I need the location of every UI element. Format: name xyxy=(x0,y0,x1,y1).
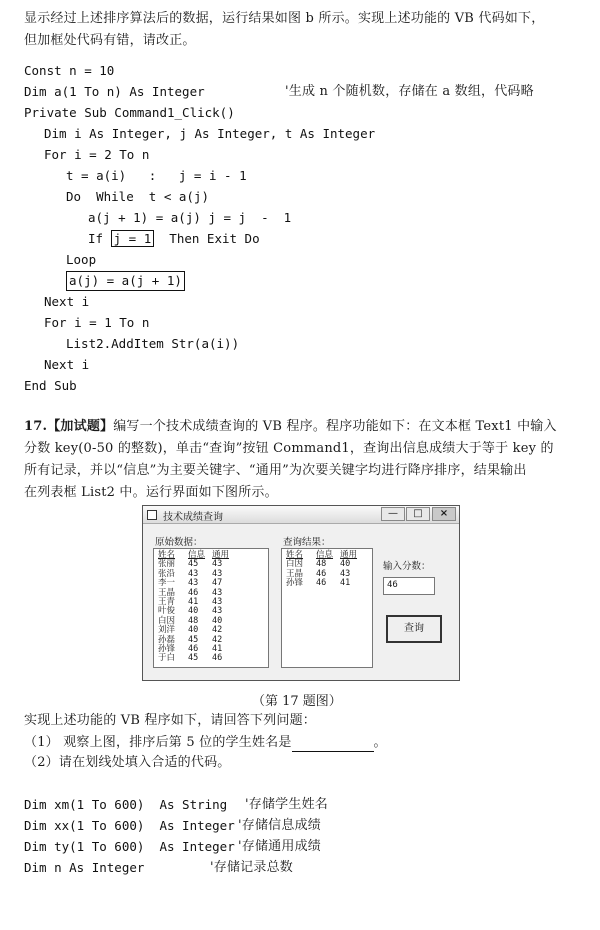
info-score-cell: 信息 xyxy=(316,550,334,560)
code-dim-xx: Dim xx(1 To 600) As Integer xyxy=(24,818,235,833)
general-score-cell: 43 xyxy=(212,606,223,617)
label-raw-data: 原始数据： xyxy=(155,537,203,548)
code-dim-n: Dim n As Integer xyxy=(24,860,145,875)
code-dim-vars: Dim i As Integer, j As Integer, t As Integer xyxy=(44,126,376,141)
q17-line-1 xyxy=(24,418,557,436)
minimize-button[interactable]: — xyxy=(381,507,405,521)
name-cell: 刘洋 xyxy=(158,625,176,636)
code-comment-random: '生成 n 个随机数，存储在 a 数组，代码略 xyxy=(285,84,534,99)
name-cell: 张沿 xyxy=(158,568,176,579)
info-score-cell: 46 xyxy=(316,568,327,579)
info-score-cell: 45 xyxy=(188,653,199,664)
info-score-cell: 43 xyxy=(188,578,199,589)
code-next-i-2: Next i xyxy=(44,357,90,372)
general-score-cell: 通用 xyxy=(212,550,230,560)
label-query-result: 查询结果： xyxy=(283,537,331,548)
info-score-cell: 48 xyxy=(316,559,327,570)
code-dim-xm: Dim xm(1 To 600) As String xyxy=(24,797,228,812)
general-score-cell: 41 xyxy=(212,644,223,655)
general-score-cell: 通用 xyxy=(340,550,358,560)
code-next-i: Next i xyxy=(44,294,90,309)
code-for-i: For i = 2 To n xyxy=(44,147,150,162)
questions-intro: 实现上述功能的 VB 程序如下，请回答下列问题： xyxy=(24,713,317,728)
name-cell: 孙锋 xyxy=(158,644,176,655)
label-input-score: 输入分数： xyxy=(383,561,431,572)
code-boxed-error-1: j = 1 xyxy=(111,230,155,247)
general-score-cell: 43 xyxy=(212,568,223,579)
info-score-cell: 40 xyxy=(188,606,199,617)
list2-result[interactable] xyxy=(281,548,373,668)
general-score-cell: 41 xyxy=(340,578,351,589)
info-score-cell: 45 xyxy=(188,559,199,570)
q17-text-1: 编写一个技术成绩查询的 VB 程序。程序功能如下：在文本框 Text1 中输入 xyxy=(113,419,557,434)
general-score-cell: 43 xyxy=(212,587,223,598)
q17-line-3: 所有记录，并以“信息”为主要关键字、“通用”为次要关键字均进行降序排序，结果输出 xyxy=(24,463,527,478)
name-cell: 白因 xyxy=(286,559,304,570)
q17-line-4: 在列表框 List2 中。运行界面如下图所示。 xyxy=(24,485,278,500)
comment-xx: '存储信息成绩 xyxy=(238,818,321,833)
info-score-cell: 46 xyxy=(316,578,327,589)
window-titlebar xyxy=(143,506,459,524)
name-cell: 白因 xyxy=(158,615,176,626)
code-additem: List2.AddItem Str(a(i)) xyxy=(66,336,240,351)
general-score-cell: 40 xyxy=(340,559,351,570)
general-score-cell: 43 xyxy=(340,568,351,579)
code-dim-ty: Dim ty(1 To 600) As Integer xyxy=(24,839,235,854)
general-score-cell: 42 xyxy=(212,634,223,645)
code-const: Const n = 10 xyxy=(24,63,115,78)
code-shift: a(j + 1) = a(j) j = j - 1 xyxy=(88,210,292,225)
code-end-sub: End Sub xyxy=(24,378,77,393)
command1-query-button[interactable]: 查询 xyxy=(386,615,442,643)
code-exit-do: Then Exit Do xyxy=(169,231,260,246)
list-item[interactable] xyxy=(158,654,264,663)
comment-ty: '存储通用成绩 xyxy=(238,839,321,854)
name-cell: 王晶 xyxy=(286,568,304,579)
general-score-cell: 43 xyxy=(212,559,223,570)
code-for-output: For i = 1 To n xyxy=(44,315,150,330)
info-score-cell: 46 xyxy=(188,587,199,598)
answer-blank-1[interactable] xyxy=(292,738,374,752)
list-item[interactable] xyxy=(286,579,368,588)
comment-n: '存储记录总数 xyxy=(210,860,293,875)
code-assign-t: t = a(i) : j = i - 1 xyxy=(66,168,247,183)
question-1-end: 。 xyxy=(373,735,387,750)
intro-line-1: 显示经过上述排序算法后的数据，运行结果如图 b 所示。实现上述功能的 VB 代码如下， xyxy=(24,11,545,26)
maximize-button[interactable]: □ xyxy=(406,507,430,521)
code-sub-header: Private Sub Command1_Click() xyxy=(24,105,235,120)
question-1 xyxy=(24,734,387,752)
name-cell: 王青 xyxy=(158,597,176,608)
name-cell: 于白 xyxy=(158,653,176,664)
general-score-cell: 46 xyxy=(212,653,223,664)
general-score-cell: 43 xyxy=(212,597,223,608)
question-2: （2）请在划线处填入合适的代码。 xyxy=(24,755,231,770)
name-cell: 叶俊 xyxy=(158,606,176,617)
q17-line-2: 分数 key(0-50 的整数)，单击“查询”按钮 Command1，查询出信息成绩大于等于 key 的 xyxy=(24,441,554,456)
code-if-keyword: If xyxy=(88,231,104,246)
list1-raw-data[interactable] xyxy=(153,548,269,668)
info-score-cell: 40 xyxy=(188,625,199,636)
figure-caption: （第 17 题图） xyxy=(252,694,342,709)
code-dim-a: Dim a(1 To n) As Integer xyxy=(24,84,205,99)
info-score-cell: 41 xyxy=(188,597,199,608)
app-window xyxy=(142,505,460,681)
text1-score-input[interactable]: 46 xyxy=(383,577,435,595)
name-cell: 张丽 xyxy=(158,559,176,570)
name-cell: 姓名 xyxy=(286,550,304,560)
question-1-text: （1） 观察上图，排序后第 5 位的学生姓名是 xyxy=(24,735,292,750)
q17-tag: 17.【加试题】 xyxy=(24,419,114,434)
general-score-cell: 40 xyxy=(212,615,223,626)
window-title: 技术成绩查询 xyxy=(163,512,223,523)
code-if-line xyxy=(88,230,260,248)
comment-xm: '存储学生姓名 xyxy=(245,797,328,812)
name-cell: 孙锋 xyxy=(286,578,304,589)
name-cell: 姓名 xyxy=(158,550,176,560)
window-app-icon xyxy=(147,510,157,520)
info-score-cell: 信息 xyxy=(188,550,206,560)
info-score-cell: 48 xyxy=(188,615,199,626)
code-boxed-error-2: a(j) = a(j + 1) xyxy=(66,271,185,291)
name-cell: 王晶 xyxy=(158,587,176,598)
general-score-cell: 42 xyxy=(212,625,223,636)
info-score-cell: 43 xyxy=(188,568,199,579)
name-cell: 孙磊 xyxy=(158,634,176,645)
code-loop: Loop xyxy=(66,252,97,267)
intro-line-2: 但加框处代码有错，请改正。 xyxy=(24,33,196,48)
code-do-while: Do While t < a(j) xyxy=(66,189,209,204)
info-score-cell: 46 xyxy=(188,644,199,655)
name-cell: 李一 xyxy=(158,578,176,589)
info-score-cell: 45 xyxy=(188,634,199,645)
general-score-cell: 47 xyxy=(212,578,223,589)
close-button[interactable]: × xyxy=(432,507,456,521)
